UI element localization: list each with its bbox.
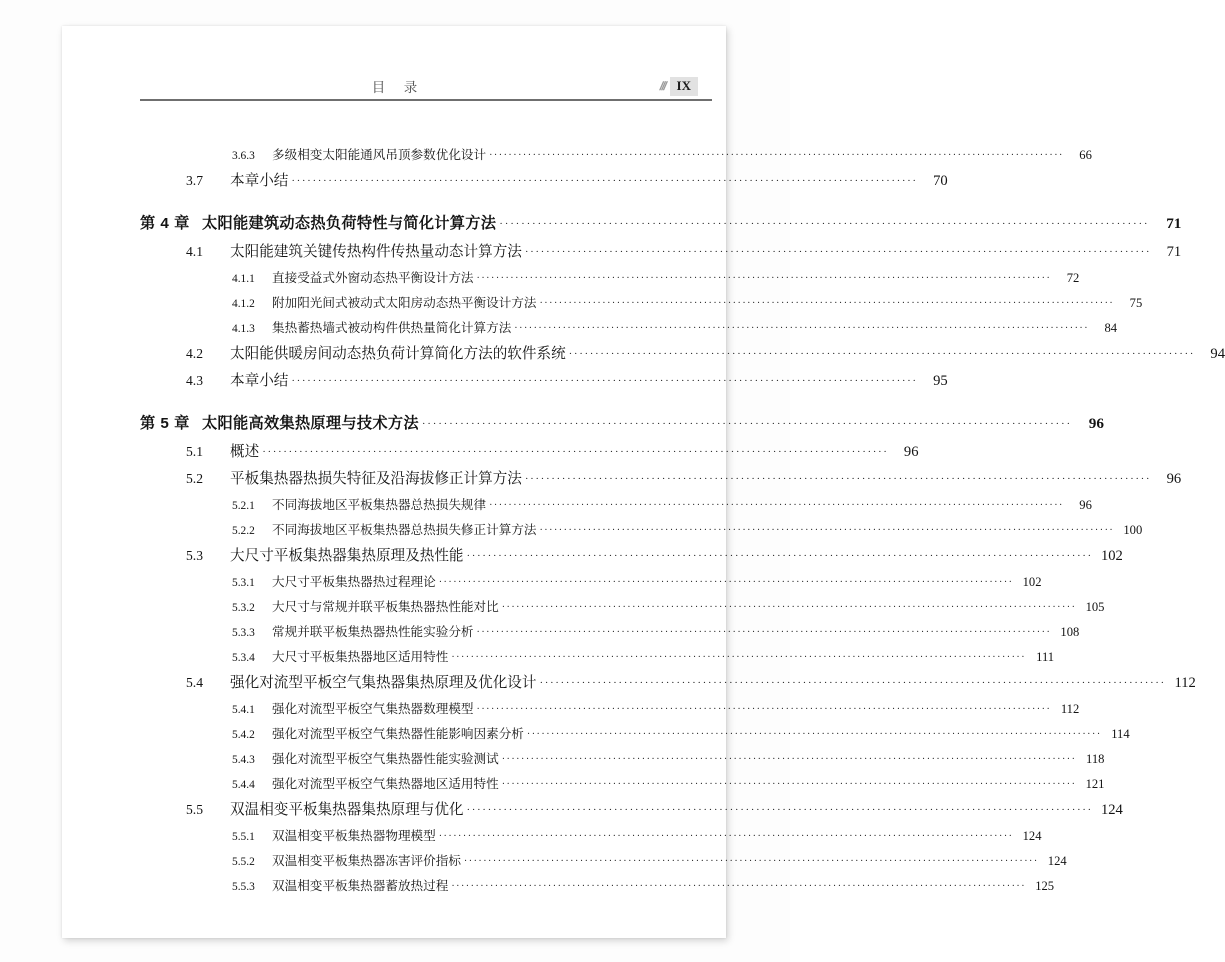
toc-entry[interactable] bbox=[140, 317, 1118, 336]
toc-entry-title: 集热蓄热墙式被动构件供热量简化计算方法 bbox=[272, 321, 512, 335]
toc-entry-number: 4.1.1 bbox=[232, 273, 255, 285]
toc-leader-dots: ······················································································································· bbox=[466, 550, 1093, 562]
toc-entry-title: 太阳能建筑关键传热构件传热量动态计算方法 bbox=[230, 244, 522, 260]
toc-entry-title: 双温相变平板集热器物理模型 bbox=[272, 829, 436, 843]
toc-entry-page: 84 bbox=[1104, 321, 1118, 335]
toc-entry-title: 太阳能建筑动态热负荷特性与简化计算方法 bbox=[202, 215, 497, 232]
toc-entry[interactable] bbox=[140, 671, 1196, 692]
toc-entry[interactable] bbox=[140, 494, 1092, 513]
toc-entry-number: 5.1 bbox=[186, 444, 203, 459]
toc-entry[interactable] bbox=[140, 369, 948, 390]
toc-entry-number: 5.5.3 bbox=[232, 881, 255, 893]
toc-entry-title: 多级相变太阳能通风吊顶参数优化设计 bbox=[272, 148, 487, 162]
toc-entry-title: 双温相变平板集热器集热原理与优化 bbox=[230, 802, 464, 818]
toc-entry-number: 5.4 bbox=[186, 675, 203, 690]
toc-leader-dots: ······················································································································· bbox=[291, 375, 918, 387]
toc-entry-number: 5.2.2 bbox=[232, 525, 255, 537]
toc-entry-page: 71 bbox=[1166, 215, 1182, 232]
toc-entry-number: 4.1.3 bbox=[232, 323, 255, 335]
toc-leader-dots: ······················································································································· bbox=[291, 175, 918, 187]
toc-entry-page: 102 bbox=[1100, 548, 1123, 564]
toc-leader-dots: ······················································································································· bbox=[451, 652, 1027, 663]
toc-entry-title: 常规并联平板集热器热性能实验分析 bbox=[272, 625, 474, 639]
toc-entry-page: 112 bbox=[1060, 702, 1080, 716]
toc-entry[interactable] bbox=[140, 240, 1182, 261]
toc-entry-page: 112 bbox=[1174, 675, 1196, 691]
toc-entry-title: 强化对流型平板空气集热器性能影响因素分析 bbox=[272, 727, 524, 741]
toc-leader-dots: ······················································································································· bbox=[489, 500, 1064, 511]
toc-leader-dots: ······················································································································· bbox=[501, 602, 1077, 613]
toc-entry[interactable] bbox=[140, 144, 1092, 163]
toc-entry-page: 96 bbox=[1166, 471, 1182, 487]
toc-entry-number: 3.7 bbox=[186, 173, 203, 188]
slash-marks-icon: /// bbox=[658, 79, 668, 93]
toc-leader-dots: ······················································································································· bbox=[476, 273, 1052, 284]
toc-entry-number: 5.3.1 bbox=[232, 577, 255, 589]
toc-entry-number: 5.4.1 bbox=[232, 704, 255, 716]
toc-entry-page: 121 bbox=[1085, 777, 1105, 791]
table-of-contents bbox=[140, 144, 1225, 900]
toc-entry-page: 94 bbox=[1210, 346, 1225, 362]
toc-entry-number: 4.2 bbox=[186, 346, 203, 361]
folio-group bbox=[660, 75, 698, 97]
toc-leader-dots: ······················································································································· bbox=[568, 348, 1195, 360]
toc-entry-title: 强化对流型平板空气集热器地区适用特性 bbox=[272, 777, 499, 791]
toc-entry[interactable] bbox=[140, 342, 1225, 363]
toc-entry-title: 强化对流型平板空气集热器数理模型 bbox=[272, 702, 474, 716]
toc-entry-title: 平板集热器热损失特征及沿海拔修正计算方法 bbox=[230, 471, 522, 487]
toc-leader-dots: ······················································································································· bbox=[501, 779, 1077, 790]
toc-entry-title: 不同海拔地区平板集热器总热损失规律 bbox=[272, 498, 487, 512]
toc-entry-number: 5.2.1 bbox=[232, 500, 255, 512]
toc-entry-page: 114 bbox=[1111, 727, 1130, 741]
toc-entry-title: 本章小结 bbox=[230, 173, 289, 189]
toc-entry-title: 大尺寸平板集热器集热原理及热性能 bbox=[230, 548, 464, 564]
toc-entry-title: 概述 bbox=[230, 444, 260, 460]
toc-entry-number: 5.3.3 bbox=[232, 627, 255, 639]
header-title: 目 录 bbox=[371, 80, 419, 95]
toc-entry-page: 118 bbox=[1086, 752, 1105, 766]
toc-entry-number: 5.4.3 bbox=[232, 754, 255, 766]
toc-entry-page: 124 bbox=[1022, 829, 1042, 843]
toc-entry-page: 108 bbox=[1060, 625, 1080, 639]
toc-entry[interactable] bbox=[140, 267, 1080, 286]
toc-entry[interactable] bbox=[140, 571, 1042, 590]
toc-entry[interactable] bbox=[140, 519, 1143, 538]
toc-entry-title: 强化对流型平板空气集热器性能实验测试 bbox=[272, 752, 499, 766]
toc-entry[interactable] bbox=[140, 850, 1067, 869]
toc-entry-title: 大尺寸平板集热器热过程理论 bbox=[272, 575, 436, 589]
toc-entry[interactable] bbox=[140, 596, 1105, 615]
toc-entry-page: 71 bbox=[1166, 244, 1182, 260]
toc-entry[interactable] bbox=[140, 544, 1123, 565]
toc-leader-dots: ······················································································································· bbox=[539, 298, 1115, 309]
toc-entry-number: 3.6.3 bbox=[232, 150, 255, 162]
toc-leader-dots: ······················································································································· bbox=[539, 525, 1115, 536]
toc-entry-page: 70 bbox=[933, 173, 948, 189]
toc-leader-dots: ······················································································································· bbox=[438, 577, 1014, 588]
toc-leader-dots: ······················································································································· bbox=[262, 446, 889, 458]
toc-entry[interactable] bbox=[140, 212, 1182, 233]
toc-leader-dots: ······················································································································· bbox=[499, 218, 1150, 230]
toc-leader-dots: ······················································································································· bbox=[463, 856, 1039, 867]
toc-entry-number: 5.3.2 bbox=[232, 602, 255, 614]
toc-leader-dots: ······················································································································· bbox=[476, 627, 1052, 638]
toc-entry-page: 75 bbox=[1129, 296, 1143, 310]
toc-entry-number: 4.1 bbox=[186, 244, 203, 259]
toc-entry-page: 124 bbox=[1047, 854, 1067, 868]
toc-leader-dots: ······················································································································· bbox=[526, 729, 1102, 740]
toc-entry-number: 5.5 bbox=[186, 802, 203, 817]
toc-entry-number: 第 4 章 bbox=[140, 215, 190, 232]
toc-entry-page: 111 bbox=[1036, 650, 1055, 664]
toc-entry[interactable] bbox=[140, 292, 1143, 311]
page-folio: IX bbox=[670, 77, 698, 96]
toc-entry-page: 105 bbox=[1085, 600, 1105, 614]
toc-entry-number: 5.3 bbox=[186, 548, 203, 563]
toc-leader-dots: ······················································································································· bbox=[466, 804, 1093, 816]
toc-entry-title: 太阳能供暖房间动态热负荷计算简化方法的软件系统 bbox=[230, 346, 566, 362]
toc-entry-title: 双温相变平板集热器蓄放热过程 bbox=[272, 879, 449, 893]
toc-entry[interactable] bbox=[140, 169, 948, 190]
toc-entry[interactable] bbox=[140, 412, 1104, 433]
toc-entry-page: 66 bbox=[1079, 148, 1092, 162]
toc-entry-number: 第 5 章 bbox=[140, 415, 190, 432]
toc-leader-dots: ······················································································································· bbox=[438, 831, 1014, 842]
toc-leader-dots: ······················································································································· bbox=[524, 246, 1152, 258]
toc-entry-page: 72 bbox=[1066, 271, 1080, 285]
toc-leader-dots: ······················································································································· bbox=[539, 677, 1166, 689]
toc-entry-page: 124 bbox=[1100, 802, 1123, 818]
toc-entry-page: 96 bbox=[1088, 415, 1104, 432]
toc-entry[interactable] bbox=[140, 798, 1123, 819]
toc-leader-dots: ······················································································································· bbox=[514, 323, 1090, 334]
toc-entry[interactable] bbox=[140, 773, 1105, 792]
header-divider bbox=[140, 99, 712, 101]
paper-sheet bbox=[62, 26, 1225, 938]
toc-entry-page: 125 bbox=[1035, 879, 1055, 893]
toc-entry-title: 大尺寸与常规并联平板集热器热性能对比 bbox=[272, 600, 499, 614]
toc-entry-page: 102 bbox=[1022, 575, 1042, 589]
toc-entry-page: 100 bbox=[1123, 523, 1143, 537]
toc-leader-dots: ······················································································································· bbox=[421, 418, 1072, 430]
toc-entry[interactable] bbox=[140, 723, 1130, 742]
toc-entry[interactable] bbox=[140, 646, 1055, 665]
toc-entry-title: 直接受益式外窗动态热平衡设计方法 bbox=[272, 271, 474, 285]
toc-entry-title: 本章小结 bbox=[230, 373, 289, 389]
toc-entry-title: 强化对流型平板空气集热器集热原理及优化设计 bbox=[230, 675, 537, 691]
toc-entry-title: 双温相变平板集热器冻害评价指标 bbox=[272, 854, 461, 868]
toc-entry[interactable] bbox=[140, 875, 1055, 894]
toc-entry[interactable] bbox=[140, 748, 1105, 767]
toc-entry-number: 5.3.4 bbox=[232, 652, 255, 664]
toc-entry-title: 附加阳光间式被动式太阳房动态热平衡设计方法 bbox=[272, 296, 537, 310]
toc-entry-title: 太阳能高效集热原理与技术方法 bbox=[202, 415, 419, 432]
toc-entry[interactable] bbox=[140, 825, 1042, 844]
toc-entry-number: 5.4.2 bbox=[232, 729, 255, 741]
toc-entry[interactable] bbox=[140, 467, 1182, 488]
toc-entry-number: 5.5.1 bbox=[232, 831, 255, 843]
toc-leader-dots: ······················································································································· bbox=[524, 473, 1152, 485]
toc-leader-dots: ······················································································································· bbox=[489, 150, 1064, 161]
toc-leader-dots: ······················································································································· bbox=[476, 704, 1052, 715]
toc-entry-page: 96 bbox=[1079, 498, 1092, 512]
toc-entry-title: 不同海拔地区平板集热器总热损失修正计算方法 bbox=[272, 523, 537, 537]
toc-entry-page: 95 bbox=[933, 373, 948, 389]
toc-entry-number: 5.2 bbox=[186, 471, 203, 486]
toc-entry-number: 4.3 bbox=[186, 373, 203, 388]
toc-entry[interactable] bbox=[140, 621, 1080, 640]
toc-leader-dots: ······················································································································· bbox=[501, 754, 1077, 765]
toc-entry-number: 5.5.2 bbox=[232, 856, 255, 868]
toc-entry-title: 大尺寸平板集热器地区适用特性 bbox=[272, 650, 449, 664]
toc-entry[interactable] bbox=[140, 440, 919, 461]
toc-entry-number: 5.4.4 bbox=[232, 779, 255, 791]
toc-entry-number: 4.1.2 bbox=[232, 298, 255, 310]
toc-leader-dots: ······················································································································· bbox=[451, 881, 1027, 892]
toc-entry-page: 96 bbox=[903, 444, 919, 460]
toc-entry[interactable] bbox=[140, 698, 1080, 717]
